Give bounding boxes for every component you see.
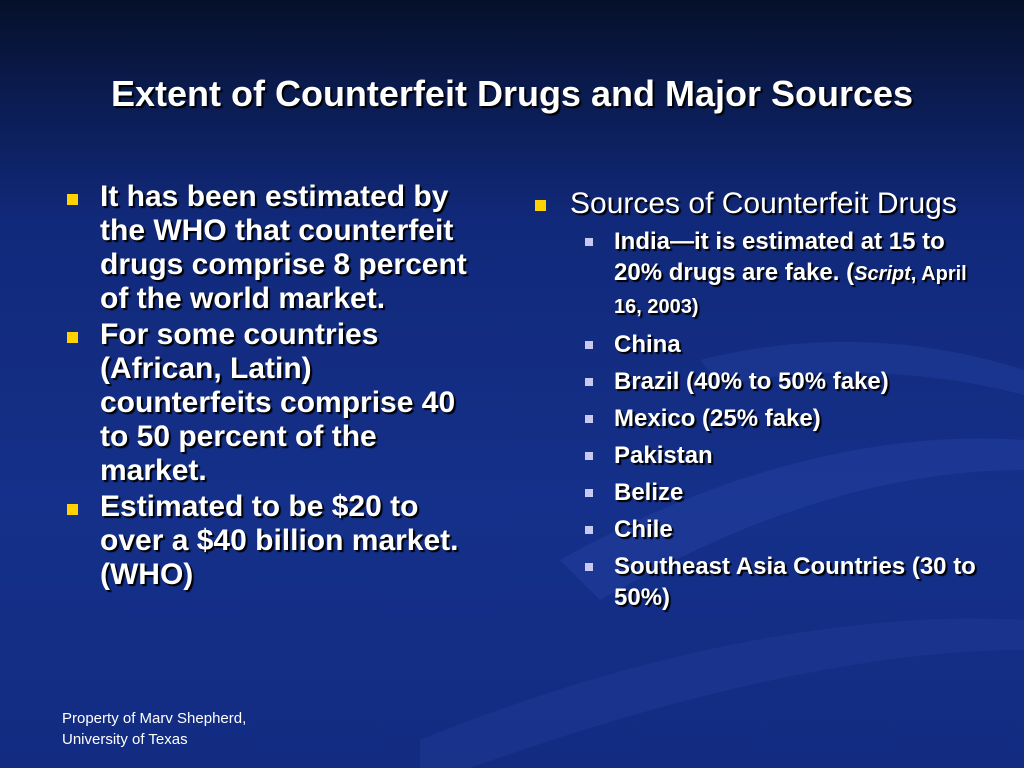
source-india-text: India—it is estimated at 15 to 20% drugs are fake. (	[614, 228, 945, 286]
left-bullet-list	[58, 180, 478, 592]
footer-line: University of Texas	[62, 731, 188, 748]
bullet-text: Estimated to be $20 to over a $40 billion market. (WHO)	[100, 490, 459, 591]
source-text: China	[614, 331, 681, 358]
list-item	[58, 180, 478, 316]
source-text: Chile	[614, 516, 673, 543]
list-item	[582, 551, 982, 613]
list-item	[582, 329, 982, 360]
square-bullet-icon	[67, 194, 78, 205]
square-bullet-icon	[67, 504, 78, 515]
source-text: Southeast Asia Countries (30 to 50%)	[614, 553, 976, 611]
list-item	[582, 366, 982, 397]
square-bullet-icon	[67, 332, 78, 343]
list-item	[582, 440, 982, 471]
list-item	[582, 403, 982, 434]
source-text: Mexico (25% fake)	[614, 405, 821, 432]
source-text: Belize	[614, 479, 684, 506]
citation-rest: , April 16, 2003)	[614, 263, 967, 318]
small-square-bullet-icon	[585, 452, 593, 460]
square-bullet-icon	[535, 200, 546, 211]
slide-title: Extent of Counterfeit Drugs and Major Sources	[110, 73, 914, 114]
list-item	[58, 318, 478, 488]
list-item	[582, 477, 982, 508]
bullet-text: For some countries (African, Latin) counterfeits comprise 40 to 50 percent of the market.	[100, 318, 456, 487]
small-square-bullet-icon	[585, 489, 593, 497]
list-item	[582, 226, 982, 323]
list-item	[58, 490, 478, 592]
small-square-bullet-icon	[585, 378, 593, 386]
source-text: Brazil (40% to 50% fake)	[614, 368, 889, 395]
citation-italic: Script	[854, 263, 911, 285]
footer-credit	[62, 708, 246, 750]
sources-heading-text: Sources of Counterfeit Drugs	[570, 187, 957, 220]
bullet-text: It has been estimated by the WHO that counterfeit drugs comprise 8 percent of the world market.	[100, 180, 467, 315]
sources-heading	[532, 185, 982, 222]
sources-list	[532, 226, 982, 613]
footer-line: Property of Marv Shepherd,	[62, 710, 247, 727]
source-text: Pakistan	[614, 442, 713, 469]
small-square-bullet-icon	[585, 563, 593, 571]
right-column	[532, 185, 982, 619]
left-column	[58, 180, 478, 594]
small-square-bullet-icon	[585, 341, 593, 349]
small-square-bullet-icon	[585, 415, 593, 423]
list-item	[582, 514, 982, 545]
small-square-bullet-icon	[585, 238, 593, 246]
small-square-bullet-icon	[585, 526, 593, 534]
